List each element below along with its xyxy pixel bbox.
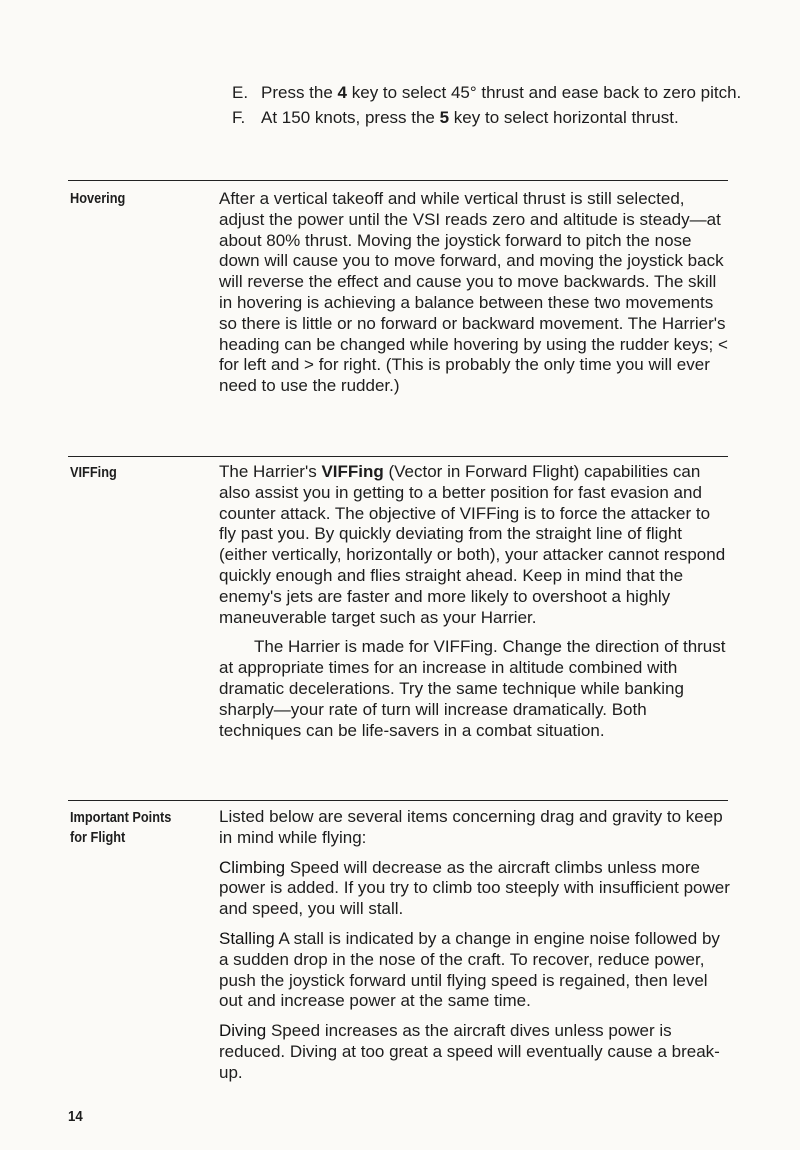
step-letter: E. [232,83,249,102]
item-term: Diving [219,1021,267,1041]
page-number: 14 [68,1108,83,1125]
step-text [261,82,752,103]
section-divider [68,180,728,181]
heading-line: for Flight [70,830,126,846]
text-part: The Harrier's [219,462,322,481]
step-e [232,82,752,103]
text-bold: VIFFing [321,462,384,481]
item-climbing [219,858,731,920]
step-text [261,107,752,128]
viffing-paragraph-2: The Harrier is made for VIFFing. Change the direction of thrust at appropriate times for an increase in altitude combined with dramatic decelerations. Try the same technique while banking sharply—your rate of turn will increase dramatically. Both techniques can be life-savers in a combat situation. [219,637,726,740]
item-text: A stall is indicated by a change in engine noise followed by a sudden drop in the nose of the craft. To recover, reduce power, push the joystick forward until flying speed is regained, then level out and increase power at the same time. [219,928,720,1011]
hovering-paragraph: After a vertical takeoff and while vertical thrust is still selected, adjust the power until the VSI reads zero and altitude is steady—at about 80% thrust. Moving the joystick forward to pitch the nose down will cause you to move forward, and moving the joystick back will reverse the effect and cause you to move backwards. The skill in hovering is achieving a balance between these two movements so there is little or no forward or backward movement. The Harrier's heading can be changed while hovering by using the rudder keys; < for left and > for right. (This is probably the only time you will ever need to use the rudder.) [219,189,728,396]
section-body-important [219,807,731,1093]
section-divider [68,456,728,457]
step-text-part: At 150 knots, press the [261,108,440,127]
item-text: Speed will decrease as the aircraft climbs unless more power is added. If you try to climb too steeply with insufficient power and speed, you will stall. [219,857,730,919]
text-part: (Vector in Forward Flight) capabilities can also assist you in getting to a better position for fast evasion and counter attack. The objective of VIFFing is to force the attacker to fly past you. By quickly deviating from the straight line of flight (either vertically, horizontally or both), your attacker cannot respond quickly enough and flies straight ahead. Keep in mind that the enemy's jets are faster and more likely to overshoot a highly maneuverable target such as your Harrier. [219,462,726,627]
item-term: Stalling [219,928,275,948]
heading-line: Important Points [70,810,172,826]
step-text-part: key to select horizontal thrust. [449,108,679,127]
important-intro: Listed below are several items concerning drag and gravity to keep in mind while flying: [219,807,723,847]
step-f [232,107,752,128]
viffing-paragraph-1 [219,462,731,628]
section-divider [68,800,728,801]
section-body-viffing [219,462,731,750]
section-body-hovering [219,189,731,406]
item-diving [219,1021,731,1083]
item-term: Climbing [219,857,286,877]
step-text-part: key to select 45° thrust and ease back to zero pitch. [347,83,742,102]
step-letter: F. [232,108,246,127]
item-text: Speed increases as the aircraft dives unless power is reduced. Diving at too great a speed will eventually cause a break-up. [219,1021,720,1082]
item-stalling [219,929,731,1012]
step-key: 4 [337,83,348,102]
section-heading-important [70,808,184,848]
section-heading-hovering: Hovering [70,191,126,207]
step-key: 5 [439,108,450,127]
step-text-part: Press the [261,83,338,102]
step-list [232,82,752,132]
section-heading-viffing: VIFFing [70,465,117,481]
